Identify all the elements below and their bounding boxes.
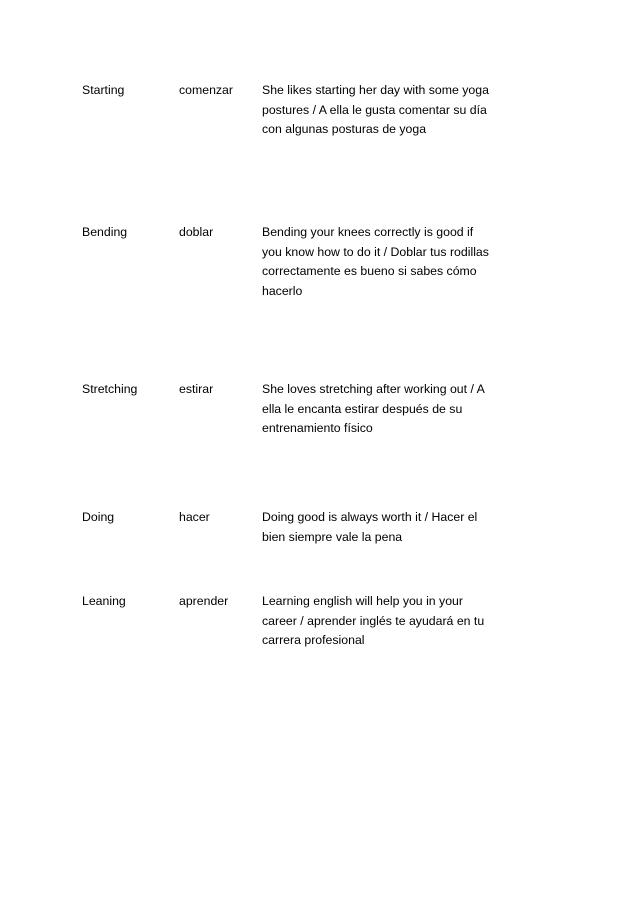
vocab-word: Starting [82, 83, 125, 97]
example-line: She likes starting her day with some yoga [262, 83, 489, 97]
example-line: con algunas posturas de yoga [262, 122, 427, 136]
example-line: ella le encanta estirar después de su [262, 401, 463, 416]
vocab-example [262, 592, 512, 651]
example-line: Doing good is always worth it / Hacer el [262, 510, 478, 524]
vocab-word: Stretching [82, 382, 138, 396]
vocab-translation: estirar [179, 382, 214, 396]
example-line: correctamente es bueno si sabes cómo [262, 264, 477, 278]
vocab-translation: aprender [179, 594, 229, 608]
example-line: bien siempre vale la pena [262, 529, 403, 544]
example-line: career / aprender inglés te ayudará en tu [262, 613, 485, 628]
vocab-translation: doblar [179, 225, 214, 239]
vocab-example [262, 508, 512, 547]
vocab-translation: hacer [179, 510, 210, 524]
example-line: you know how to do it / Doblar tus rodillas [262, 244, 489, 259]
vocab-word: Doing [82, 510, 115, 524]
example-line: She loves stretching after working out / A [262, 382, 485, 396]
example-line: carrera profesional [262, 633, 365, 647]
example-line: postures / A ella le gusta comentar su día [262, 102, 487, 117]
vocab-example [262, 81, 512, 140]
vocab-translation: comenzar [179, 83, 233, 97]
vocab-word: Bending [82, 225, 128, 239]
example-line: hacerlo [262, 283, 303, 298]
vocab-word: Leaning [82, 594, 126, 608]
example-line: Bending your knees correctly is good if [262, 225, 474, 239]
vocab-example [262, 223, 512, 301]
example-line: Learning english will help you in your [262, 594, 463, 608]
vocab-example [262, 380, 512, 439]
example-line: entrenamiento físico [262, 421, 373, 435]
